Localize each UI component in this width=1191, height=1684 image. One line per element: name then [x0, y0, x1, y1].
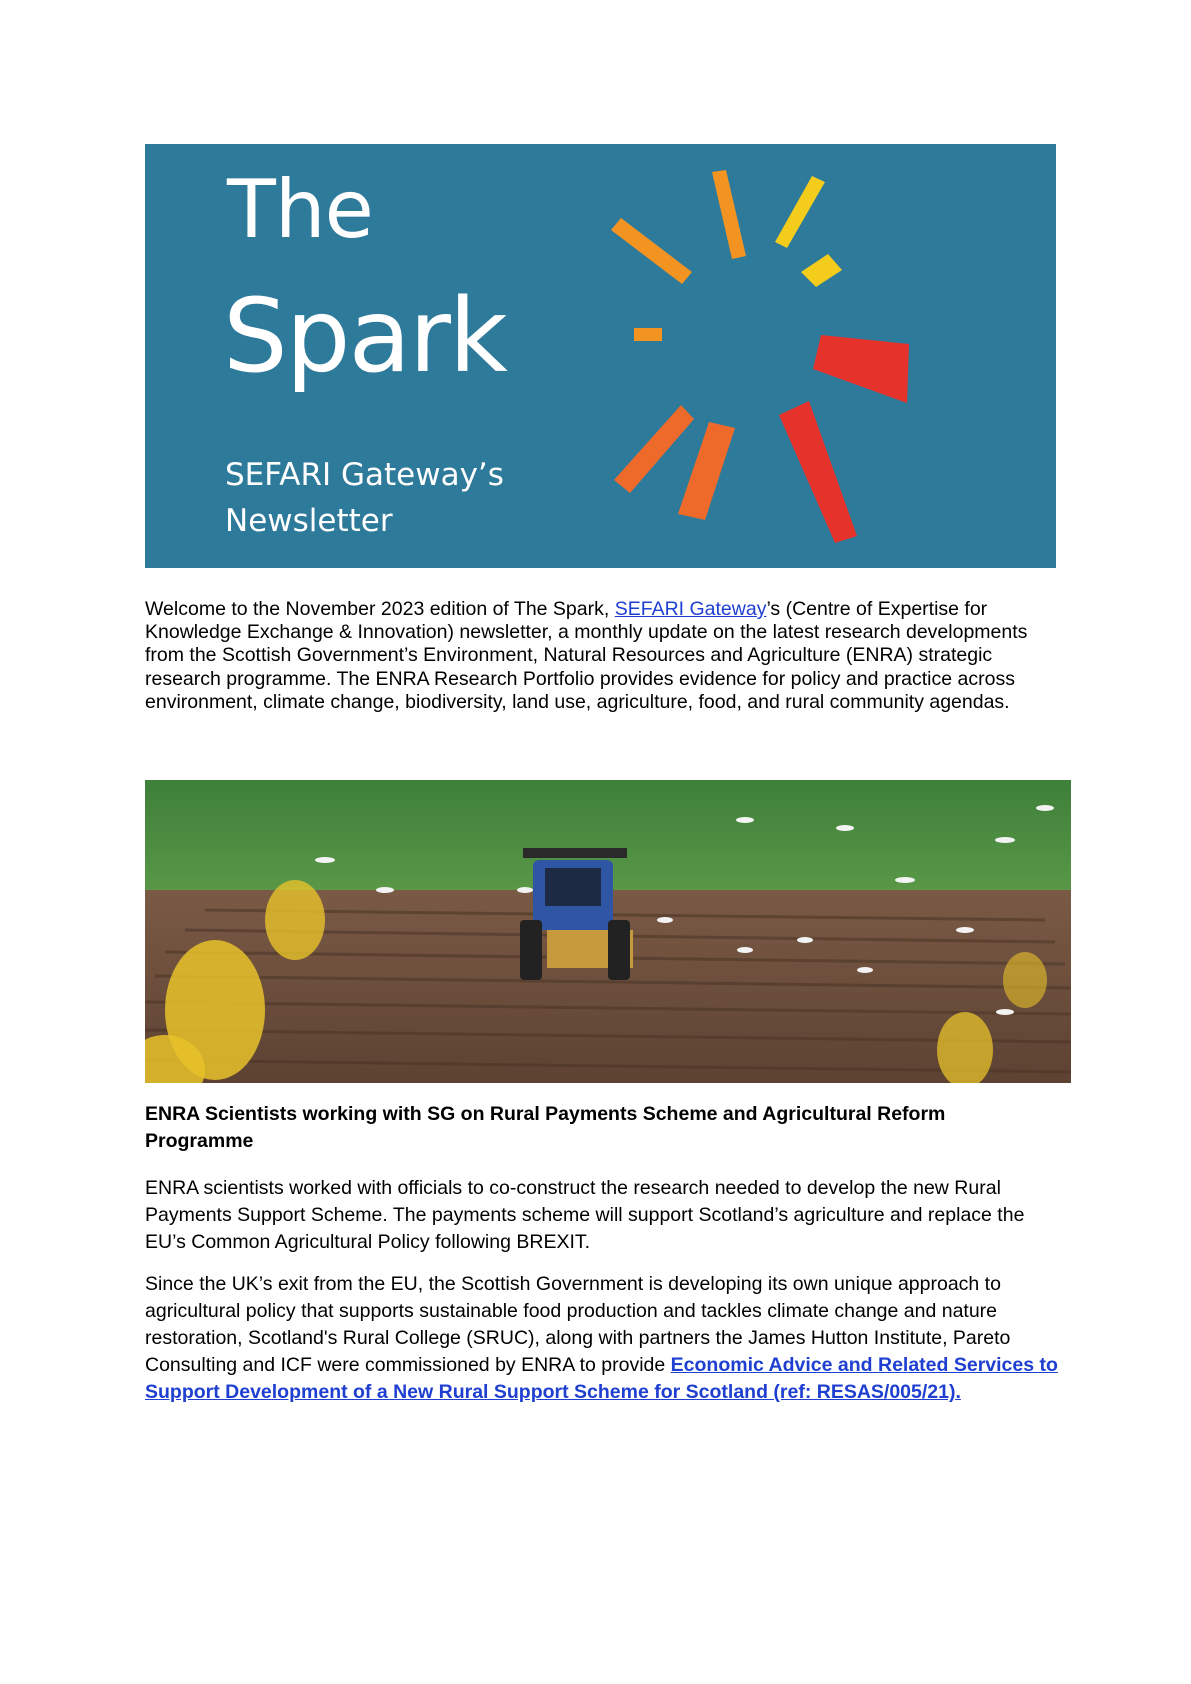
banner-subtitle-line1: SEFARI Gateway’s	[225, 457, 504, 493]
paragraph-2-trailing-period: .	[955, 1381, 961, 1403]
ray-orange-lower-mid	[678, 422, 735, 520]
article-paragraph-2	[145, 1271, 1065, 1406]
newsletter-banner	[145, 144, 1056, 568]
tractor-field-illustration	[145, 780, 1071, 1083]
ray-red-bottom	[779, 401, 857, 543]
article-headline: ENRA Scientists working with SG on Rural Payments Scheme and Agricultural Reform Programme	[145, 1103, 946, 1152]
paragraph-2-text: Since the UK’s exit from the EU, the Scottish Government is developing its own unique approach to agricultural policy that supports sustainable food production and tackles climate change and nature restoration, Scotland's Rural College (SRUC), along with partners the James Hutton Institute, Pareto Consulting and ICF were commissioned by ENRA to provide	[145, 1273, 1011, 1376]
rural-support-scheme-report-link[interactable]: Economic Advice and Related Services to Support Development of a New Rural Support Scheme for Scotland (ref: RESAS/005/21)	[145, 1354, 1058, 1403]
article-paragraph-1: ENRA scientists worked with officials to co-construct the research needed to develop the new Rural Payments Support Scheme. The payments scheme will support Scotland’s agriculture and replace the EU’s Common Agricultural Policy following BREXIT.	[145, 1177, 1025, 1253]
ray-orange-left	[611, 218, 692, 284]
sefari-gateway-link[interactable]: SEFARI Gateway	[614, 598, 767, 620]
intro-text-start: Welcome to the November 2023 edition of The Spark,	[145, 598, 615, 620]
banner-title-line2: Spark	[223, 277, 507, 396]
ray-yellow-top	[775, 176, 825, 248]
spark-burst-logo	[145, 144, 1056, 568]
ray-orange-top	[712, 170, 746, 259]
ray-orange-lower-left	[614, 405, 694, 493]
intro-paragraph	[145, 598, 1065, 714]
intro-text-end: ’s (Centre of Expertise for Knowledge Exchange & Innovation) newsletter, a monthly update on the latest research developments from the Scottish Government’s Environment, Natural Resources and Agriculture (ENRA) strategic research programme. The ENRA Research Portfolio provides evidence for policy and practice across environment, climate change, biodiversity, land use, agriculture, food, and rural community agendas.	[145, 598, 1028, 713]
banner-title-line1: The	[227, 163, 373, 256]
ray-orange-dash	[634, 328, 662, 341]
ray-red-right	[813, 335, 909, 403]
banner-subtitle-line2: Newsletter	[225, 503, 393, 539]
ray-yellow-right	[801, 254, 842, 287]
tractor-field-photo	[145, 780, 1071, 1083]
